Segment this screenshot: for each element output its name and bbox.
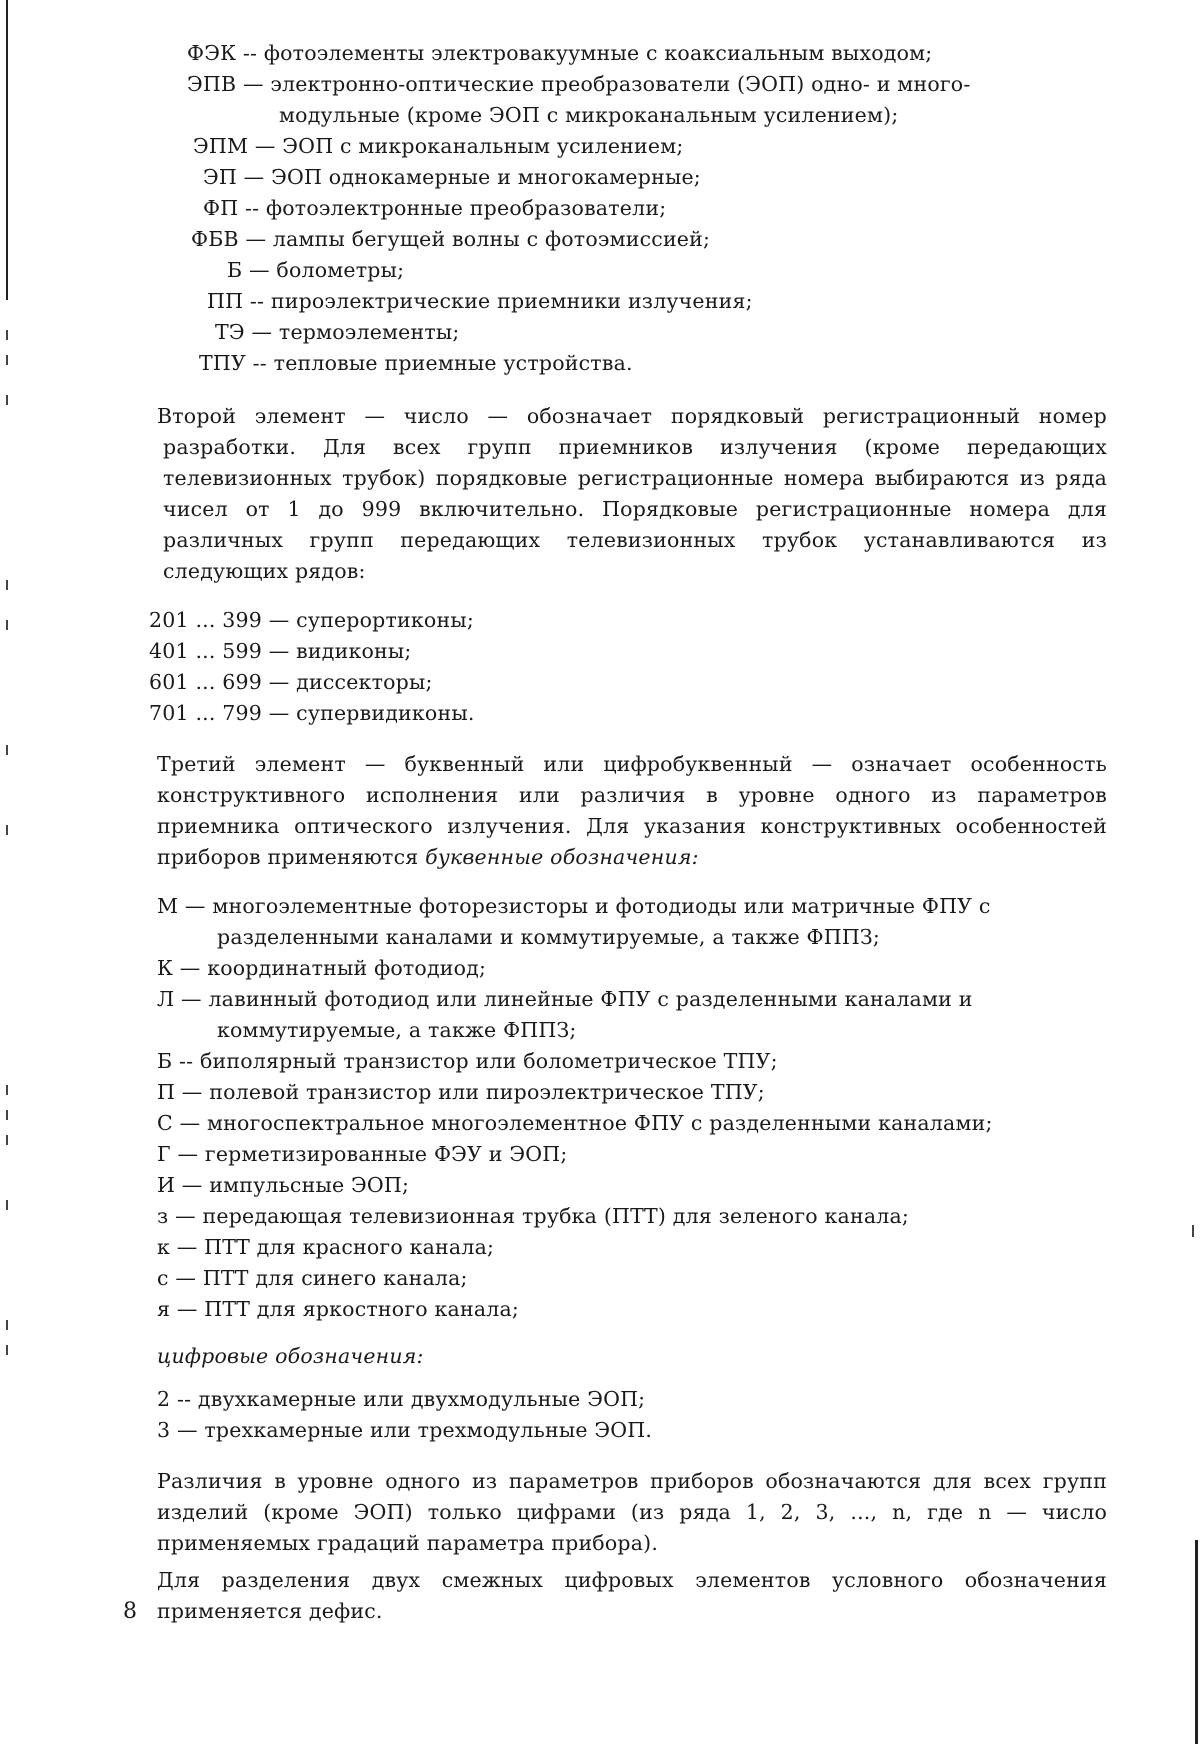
abbreviation-code: Б bbox=[227, 258, 243, 282]
scan-mark bbox=[6, 1085, 8, 1095]
abbreviation-code: ФП bbox=[203, 196, 239, 220]
range-list bbox=[149, 605, 1107, 729]
designation-item: Б -- биполярный транзистор или болометрическое ТПУ; bbox=[157, 1049, 778, 1073]
abbreviation-code: ТЭ bbox=[215, 320, 245, 344]
scan-mark bbox=[6, 825, 8, 835]
range-item: 401 ... 599 — видиконы; bbox=[149, 639, 412, 663]
abbreviation-desc: термоэлементы; bbox=[278, 320, 460, 344]
emphasis-letter-designations: буквенные обозначения: bbox=[425, 845, 699, 869]
range-item: 701 ... 799 — супервидиконы. bbox=[149, 701, 475, 725]
paragraph-second-element: Второй элемент — число — обозначает порядковый регистрационный номер разработки. Для всех групп приемников излучения (кроме передающих телевизионных трубок) порядковые регистрационные номера выбираются из ряда чисел от 1 до 999 включительно. Порядковые регистрационные номера для различных групп передающих телевизионных трубок устанавливаются из следующих рядов: bbox=[157, 404, 1107, 583]
abbreviation-desc-cont: модульные (кроме ЭОП с микроканальным усилением); bbox=[279, 103, 899, 127]
abbreviation-code: ТПУ bbox=[199, 351, 246, 375]
page-number: 8 bbox=[123, 1599, 137, 1624]
scan-mark bbox=[6, 1135, 8, 1145]
abbreviation-desc: болометры; bbox=[276, 258, 405, 282]
designation-item: 2 -- двухкамерные или двухмодульные ЭОП; bbox=[157, 1387, 646, 1411]
paragraph-hyphen: Для разделения двух смежных цифровых элементов условного обозначения применяется дефис. bbox=[157, 1568, 1107, 1623]
designation-item: Л — лавинный фотодиод или линейные ФПУ с разделенными каналами и коммутируемые, а также ФППЗ; bbox=[157, 987, 973, 1042]
scan-mark bbox=[6, 1200, 8, 1210]
abbreviation-desc: тепловые приемные устройства. bbox=[273, 351, 633, 375]
abbreviation-code: ЭПМ bbox=[193, 134, 249, 158]
scan-mark bbox=[6, 580, 8, 590]
range-item: 601 ... 699 — диссекторы; bbox=[149, 670, 433, 694]
range-item: 201 ... 399 — суперортиконы; bbox=[149, 608, 474, 632]
abbreviation-item: ПП -- пироэлектрические приемники излучения; bbox=[207, 289, 753, 313]
scan-edge-left bbox=[6, 0, 8, 300]
abbreviation-item: ФБВ — лампы бегущей волны с фотоэмиссией; bbox=[191, 227, 711, 251]
designation-item: К — координатный фотодиод; bbox=[157, 956, 487, 980]
abbreviation-desc: фотоэлементы электровакуумные с коаксиальным выходом; bbox=[263, 41, 933, 65]
abbreviation-desc: фотоэлектронные преобразователи; bbox=[265, 196, 667, 220]
digit-designations-heading: цифровые обозначения: bbox=[157, 1344, 424, 1368]
abbreviation-item: ЭП — ЭОП однокамерные и многокамерные; bbox=[203, 165, 701, 189]
scan-edge-right bbox=[1195, 1540, 1198, 1744]
scan-mark bbox=[6, 1320, 8, 1330]
page-content bbox=[149, 38, 1107, 1627]
letter-designation-list bbox=[157, 891, 1107, 1325]
designation-item: 3 — трехкамерные или трехмодульные ЭОП. bbox=[157, 1418, 653, 1442]
designation-item: М — многоэлементные фоторезисторы и фотодиоды или матричные ФПУ с разделенными каналами и коммутируемые, а также ФППЗ; bbox=[157, 894, 991, 949]
designation-item: Г — герметизированные ФЭУ и ЭОП; bbox=[157, 1142, 568, 1166]
paragraph-parameter-levels: Различия в уровне одного из параметров приборов обозначаются для всех групп изделий (кроме ЭОП) только цифрами (из ряда 1, 2, 3, ..., n, где n — число применяемых градаций параметра прибора). bbox=[157, 1469, 1107, 1555]
scan-mark bbox=[6, 330, 8, 340]
abbreviation-desc: ЭОП однокамерные и многокамерные; bbox=[271, 165, 701, 189]
abbreviation-code: ФЭК bbox=[187, 41, 237, 65]
designation-item: к — ПТТ для красного канала; bbox=[157, 1235, 495, 1259]
abbreviation-desc: ЭОП с микроканальным усилением; bbox=[282, 134, 684, 158]
abbreviation-item: ЭПВ — электронно-оптические преобразователи (ЭОП) одно- и много- модульные (кроме ЭОП с микроканальным усилением); bbox=[187, 69, 1107, 131]
abbreviation-item: ФП -- фотоэлектронные преобразователи; bbox=[203, 196, 667, 220]
abbreviation-code: ЭП bbox=[203, 165, 237, 189]
designation-item: П — полевой транзистор или пироэлектрическое ТПУ; bbox=[157, 1080, 765, 1104]
abbreviation-desc: пироэлектрические приемники излучения; bbox=[270, 289, 753, 313]
scan-mark bbox=[6, 1110, 8, 1120]
scan-mark bbox=[6, 745, 8, 755]
abbreviation-item: Б — болометры; bbox=[227, 258, 405, 282]
digit-designation-list bbox=[157, 1384, 1107, 1446]
designation-item: з — передающая телевизионная трубка (ПТТ) для зеленого канала; bbox=[157, 1204, 909, 1228]
abbreviation-item: ТЭ — термоэлементы; bbox=[215, 320, 460, 344]
abbreviation-code: ФБВ bbox=[191, 227, 239, 251]
abbreviation-list bbox=[163, 38, 1107, 379]
scan-mark bbox=[6, 1345, 8, 1355]
abbreviation-desc: электронно-оптические преобразователи (ЭОП) одно- и много- bbox=[270, 72, 971, 96]
abbreviation-item: ЭПМ — ЭОП с микроканальным усилением; bbox=[193, 134, 684, 158]
scan-mark bbox=[6, 355, 8, 365]
designation-item: с — ПТТ для синего канала; bbox=[157, 1266, 468, 1290]
scan-mark bbox=[6, 620, 8, 630]
abbreviation-desc: лампы бегущей волны с фотоэмиссией; bbox=[272, 227, 711, 251]
abbreviation-code: ПП bbox=[207, 289, 244, 313]
designation-item: С — многоспектральное многоэлементное ФПУ с разделенными каналами; bbox=[157, 1111, 993, 1135]
designation-item: я — ПТТ для яркостного канала; bbox=[157, 1297, 520, 1321]
abbreviation-item: ФЭК -- фотоэлементы электровакуумные с коаксиальным выходом; bbox=[187, 41, 933, 65]
scan-mark bbox=[6, 395, 8, 405]
scan-mark bbox=[1192, 1225, 1194, 1237]
paragraph-third-element: Третий элемент — буквенный или цифробуквенный — означает особенность конструктивного исполнения или различия в уровне одного из параметров приемника оптического излучения. Для указания конструктивных особенностей приборов применяются буквенные обозначения: bbox=[157, 752, 1107, 869]
designation-item: И — импульсные ЭОП; bbox=[157, 1173, 410, 1197]
abbreviation-code: ЭПВ bbox=[187, 72, 237, 96]
abbreviation-item: ТПУ -- тепловые приемные устройства. bbox=[199, 351, 633, 375]
